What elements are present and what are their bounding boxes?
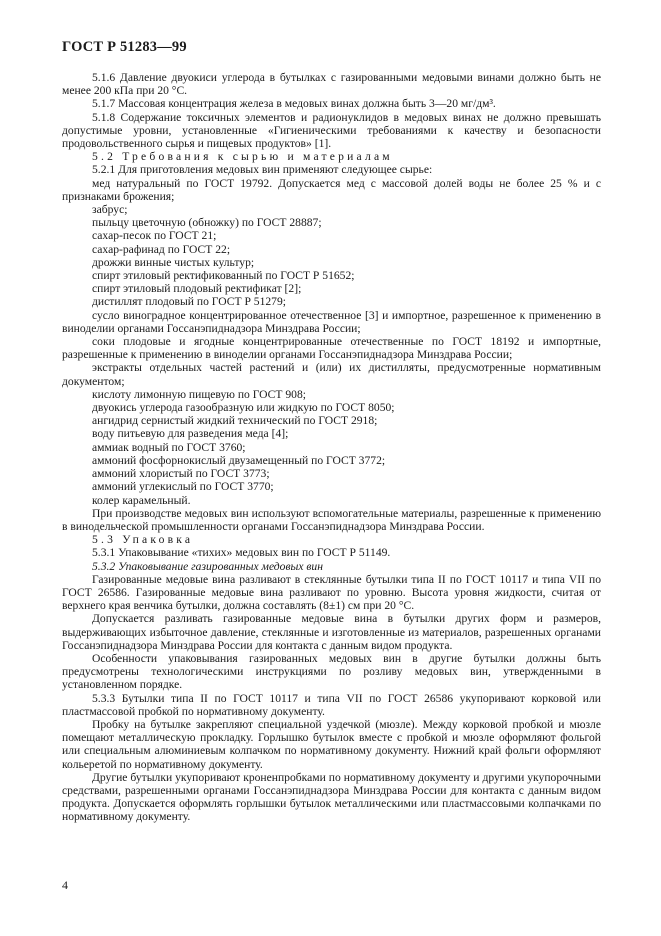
paragraph: аммоний углекислый по ГОСТ 3770; — [92, 480, 274, 494]
paragraph: экстракты отдельных частей растений и (или) их дистилляты, предусмотренные нормативным документом; — [62, 361, 601, 388]
paragraph: дистиллят плодовый по ГОСТ Р 51279; — [92, 295, 286, 309]
paragraph: 5.3 Упаковка — [92, 533, 194, 547]
paragraph: сахар-песок по ГОСТ 21; — [92, 229, 217, 243]
paragraph: При производстве медовых вин используют вспомогательные материалы, разрешенные к применению в винодельческой промышленности органами Госсанэпиднадзора Минздрава России. — [62, 506, 601, 533]
document-header: ГОСТ Р 51283—99 — [62, 39, 187, 55]
page-number: 4 — [62, 878, 68, 892]
paragraph: 5.1.6 Давление двуокиси углерода в бутылках с газированными медовыми винами должно быть не менее 200 кПа при 20 °С. — [62, 71, 601, 98]
paragraph: пыльцу цветочную (обножку) по ГОСТ 28887; — [92, 216, 322, 230]
paragraph: дрожжи винные чистых культур; — [92, 255, 255, 269]
paragraph: спирт этиловый плодовый ректификат [2]; — [92, 282, 302, 296]
paragraph: 5.2 Требования к сырью и материалам — [92, 150, 393, 164]
paragraph: мед натуральный по ГОСТ 19792. Допускается мед с массовой долей воды не более 25 % и с признаками брожения; — [62, 176, 601, 203]
paragraph: сахар-рафинад по ГОСТ 22; — [92, 242, 231, 256]
paragraph: 5.2.1 Для приготовления медовых вин применяют следующее сырье: — [92, 163, 433, 177]
paragraph: кислоту лимонную пищевую по ГОСТ 908; — [92, 387, 306, 401]
paragraph: 5.3.1 Упаковывание «тихих» медовых вин по ГОСТ Р 51149. — [92, 546, 391, 560]
paragraph: сусло виноградное концентрированное отечественное [3] и импортное, разрешенное к применению в виноделии органами Госсанэпиднадзора Минздрава России; — [62, 308, 601, 335]
document-body — [62, 71, 601, 824]
paragraph: ангидрид сернистый жидкий технический по ГОСТ 2918; — [92, 414, 378, 428]
paragraph: Газированные медовые вина разливают в стеклянные бутылки типа II по ГОСТ 10117 и типа VII по ГОСТ 26586. Газированные медовые вина разливают по уровню. Высота уровня жидкости, считая от верхнего края венчика бутылки, должна составлять (8±1) см при 20 °С. — [62, 572, 601, 613]
paragraph: аммоний фосфорнокислый двузамещенный по ГОСТ 3772; — [92, 453, 386, 467]
paragraph: 5.1.7 Массовая концентрация железа в медовых винах должна быть 3—20 мг/дм³. — [92, 97, 496, 111]
paragraph: 5.3.2 Упаковывание газированных медовых вин — [92, 559, 323, 573]
paragraph: Особенности упаковывания газированных медовых вин в другие бутылки должны быть предусмотрены технологическими инструкциями по розливу медовых вин, утвержденными в установленном порядке. — [62, 651, 601, 692]
paragraph: соки плодовые и ягодные концентрированные отечественные по ГОСТ 18192 и импортные, разрешенные к применению в виноделии органами Госсанэпиднадзора Минздрава России; — [62, 335, 601, 362]
paragraph: аммоний хлористый по ГОСТ 3773; — [92, 467, 270, 481]
paragraph: 5.1.8 Содержание токсичных элементов и радионуклидов в медовых винах не должно превышать допустимые уровни, установленные «Гигиеническими требованиями к качеству и безопасности продовольственного сырья и пищевых продуктов» [1]. — [62, 110, 601, 151]
paragraph: забрус; — [92, 203, 128, 217]
paragraph: воду питьевую для разведения меда [4]; — [92, 427, 289, 441]
paragraph: двуокись углерода газообразную или жидкую по ГОСТ 8050; — [92, 401, 395, 415]
paragraph: Пробку на бутылке закрепляют специальной уздечкой (мюзле). Между корковой пробкой и мюзле помещают металлическую прокладку. Горлышко бутылок вместе с пробкой и мюзле оформляют фольгой или специальным алюминиевым колпачком по нормативному документу. Нижний край фольги оформляют кольеретой по нормативному документу. — [62, 717, 601, 771]
paragraph: Другие бутылки укупоривают кроненпробками по нормативному документу и другими укупорочными средствами, разрешенными органами Госсанэпиднадзора Минздрава России для контакта с данным видом продукта. Допускается оформлять горлышки бутылок металлическими или пластмассовыми колпачками по нормативному документу. — [62, 770, 601, 824]
paragraph: колер карамельный. — [92, 493, 191, 507]
paragraph: 5.3.3 Бутылки типа II по ГОСТ 10117 и типа VII по ГОСТ 26586 укупоривают корковой или пластмассовой пробкой по нормативному документу. — [62, 691, 601, 718]
paragraph: аммиак водный по ГОСТ 3760; — [92, 440, 246, 454]
paragraph: Допускается разливать газированные медовые вина в бутылки других форм и размеров, выдерживающих избыточное давление, стеклянные и изготовленные из материалов, разрешенных органами Госсанэпиднадзора Минздрава России для контакта с данным видом продукта. — [62, 612, 601, 652]
paragraph: спирт этиловый ректификованный по ГОСТ Р 51652; — [92, 269, 355, 283]
